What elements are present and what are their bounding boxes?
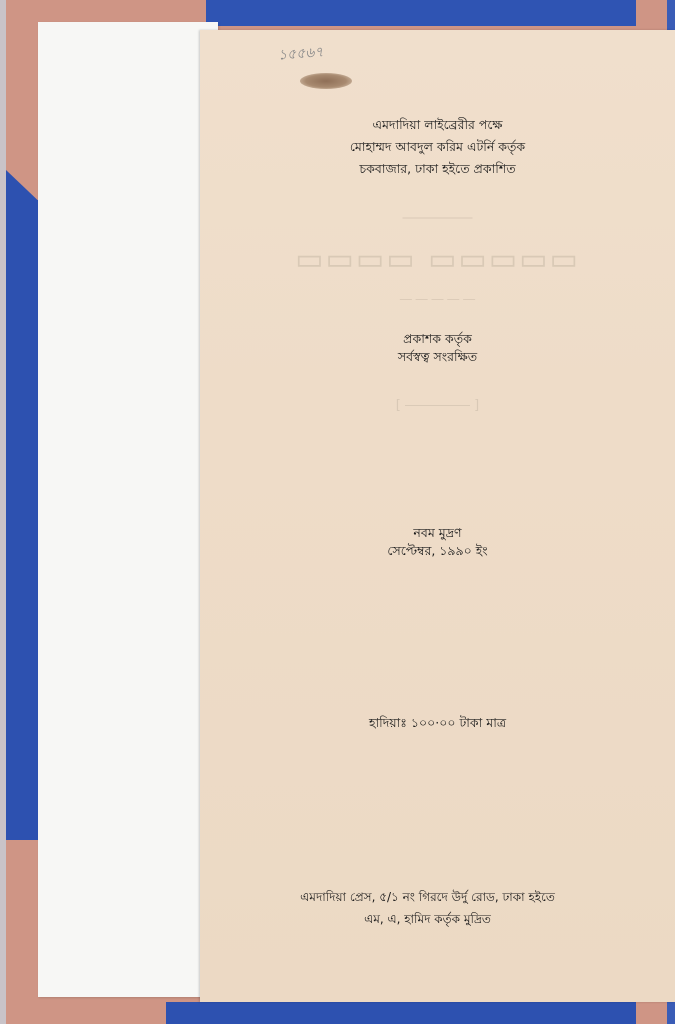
rights-line-2: সর্বস্বত্ব সংরক্ষিত (397, 349, 478, 364)
pencil-annotation: ১৫৫৬৭ (277, 44, 324, 64)
rights-line-1: প্রকাশক কর্তৃক (403, 331, 472, 346)
edition-line-1: নবম মুদ্রণ (413, 525, 462, 540)
price-text: হাদিয়াঃ ১০০·০০ টাকা মাত্র (368, 715, 507, 730)
publisher-line-3: চকবাজার, ঢাকা হইতে প্রকাশিত (359, 161, 516, 176)
imprint-page (200, 30, 675, 1002)
cover-stripe-bottom (166, 1002, 636, 1024)
edition-line-2: সেপ্টেম্বর, ১৯৯০ ইং (387, 543, 488, 558)
show-through-title: ▭▭▭▭ ▭▭▭▭▭ (295, 242, 580, 277)
publisher-line-2: মোহাম্মদ আবদুল করিম এটর্নি কর্তৃক (349, 139, 526, 154)
page-stain (300, 73, 352, 89)
show-through-sub: ― ― ― ― ― (399, 292, 476, 306)
publisher-line-1: এমদাদিয়া লাইব্রেরীর পক্ষে (372, 117, 503, 132)
cover-stripe-top (206, 0, 636, 26)
show-through-mid: [ ――――― ] (395, 398, 480, 413)
printer-line-2: এম, এ, হামিদ কর্তৃক মুদ্রিত (364, 912, 491, 926)
printer-line-1: এমদাদিয়া প্রেস, ৫/১ নং গিরদে উর্দু রোড, ঢাকা হইতে (300, 890, 555, 904)
endpaper (38, 22, 218, 997)
show-through-top: ――――― (402, 210, 473, 226)
